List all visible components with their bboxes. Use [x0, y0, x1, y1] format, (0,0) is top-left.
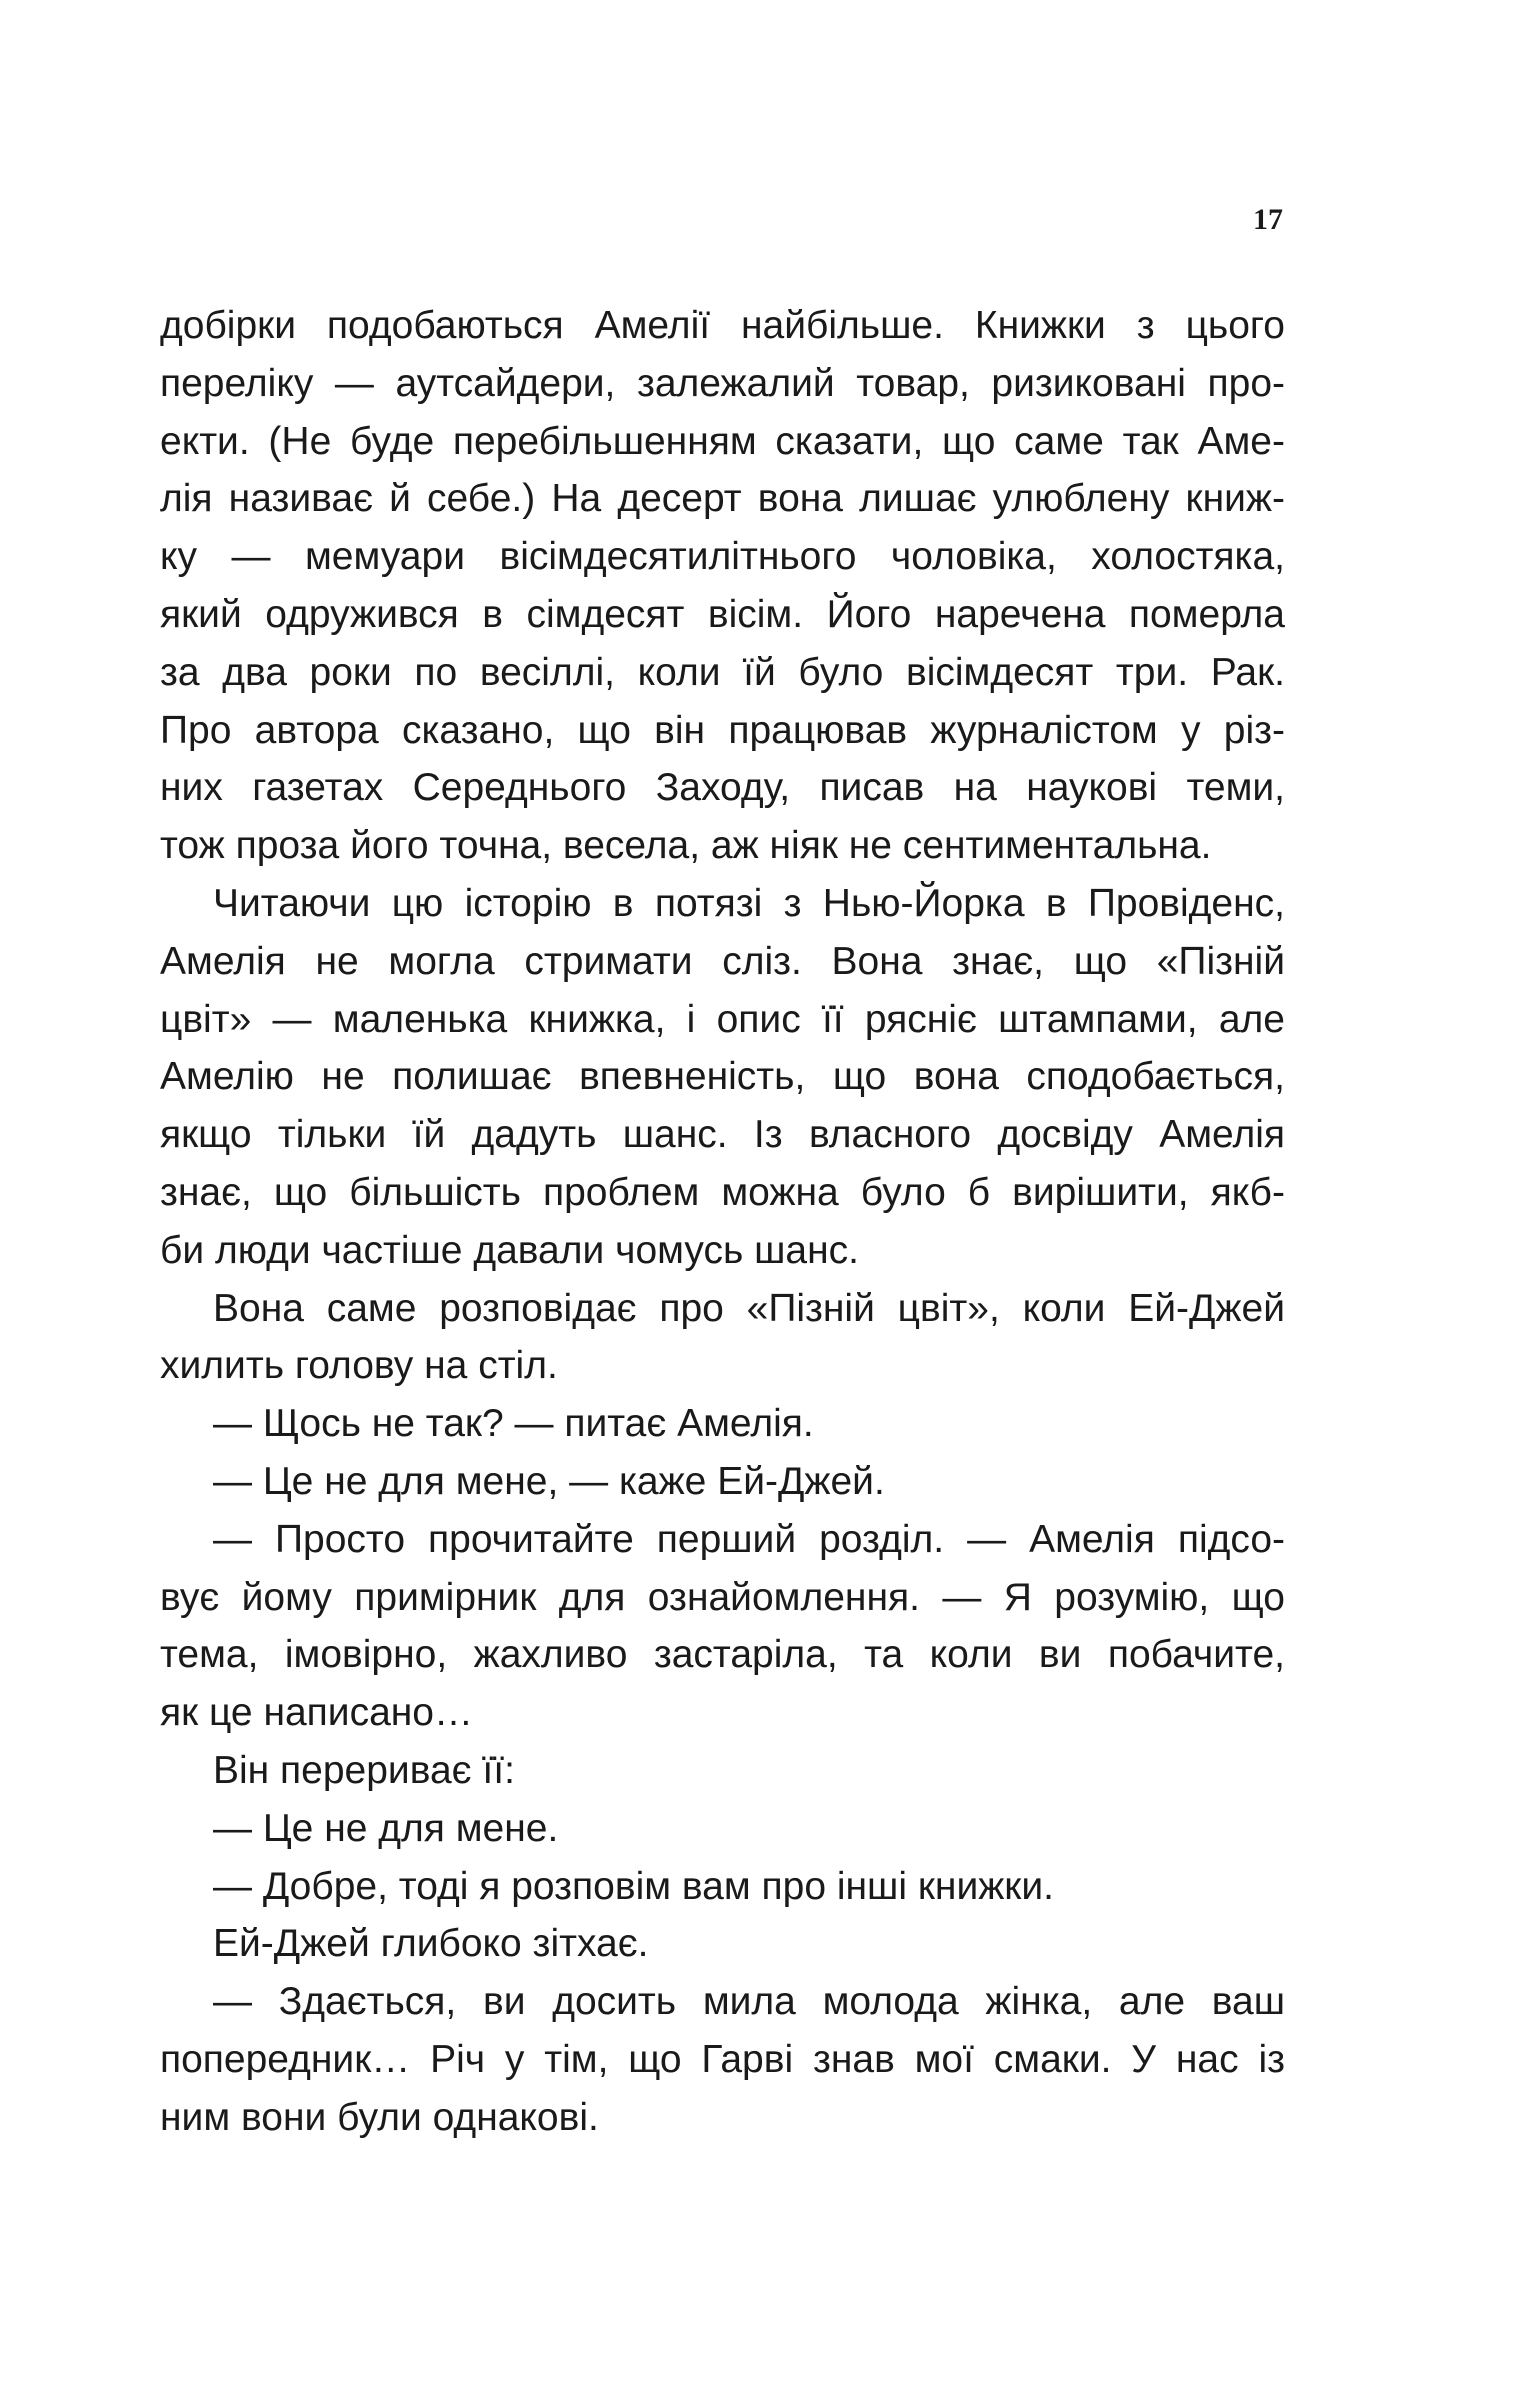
text-line: — Це не для мене. [213, 1806, 559, 1850]
text-line: як це написано… [160, 1691, 473, 1735]
text-line: ку — мемуари вісімдесятилітнього чоловіка, холостяка, [160, 535, 1285, 579]
text-line: би люди частіше давали чомусь шанс. [160, 1228, 859, 1272]
body-text [160, 297, 1285, 2147]
text-line: екти. (Не буде перебільшенням сказати, що саме так Аме- [160, 419, 1285, 463]
text-line: — Щось не так? — питає Амелія. [213, 1402, 814, 1446]
text-line: них газетах Середнього Заходу, писав на наукові теми, [160, 766, 1285, 810]
text-line: який одружився в сімдесят вісім. Його наречена померла [160, 592, 1285, 636]
text-line: — Добре, тоді я розповім вам про інші книжки. [213, 1864, 1054, 1908]
text-line: Амелія не могла стримати сліз. Вона знає, що «Пізній [160, 939, 1285, 983]
text-line: тож проза його точна, весела, аж ніяк не сентиментальна. [160, 824, 1212, 868]
text-line: вує йому примірник для ознайомлення. — Я розумію, що [160, 1575, 1285, 1619]
text-line: цвіт» — маленька книжка, і опис її рясніє штампами, але [160, 997, 1285, 1041]
text-line: тема, імовірно, жахливо застаріла, та коли ви побачите, [160, 1633, 1285, 1677]
text-line: Ей-Джей глибоко зітхає. [213, 1922, 649, 1966]
text-line: знає, що більшість проблем можна було б вирішити, якб- [160, 1170, 1285, 1214]
text-line: Вона саме розповідає про «Пізній цвіт», коли Ей-Джей [213, 1286, 1285, 1330]
text-line: Амелію не полишає впевненість, що вона сподобається, [160, 1055, 1285, 1099]
page-number: 17 [1253, 203, 1283, 236]
text-line: якщо тільки їй дадуть шанс. Із власного досвіду Амелія [160, 1113, 1285, 1157]
text-line: лія називає й себе.) На десерт вона лишає улюблену книж- [160, 477, 1285, 521]
text-line: добірки подобаються Амелії найбільше. Книжки з цього [160, 304, 1285, 347]
text-line: — Здається, ви досить мила молода жінка, але ваш [213, 1980, 1285, 2024]
text-line: хилить голову на стіл. [160, 1344, 558, 1388]
text-line: Про автора сказано, що він працював журналістом у різ- [160, 708, 1285, 752]
text-line: Читаючи цю історію в потязі з Нью-Йорка в Провіденс, [213, 881, 1285, 925]
text-line: переліку — аутсайдери, залежалий товар, ризиковані про- [160, 361, 1285, 405]
text-line: попередник… Річ у тім, що Гарві знав мої смаки. У нас із [160, 2037, 1285, 2081]
text-line: Він перериває її: [213, 1748, 515, 1792]
text-line: ним вони були однакові. [160, 2095, 599, 2139]
text-line: — Просто прочитайте перший розділ. — Амелія підсо- [213, 1517, 1285, 1561]
text-line: за два роки по весіллі, коли їй було вісімдесят три. Рак. [160, 650, 1285, 694]
text-line: — Це не для мене, — каже Ей-Джей. [213, 1459, 885, 1503]
